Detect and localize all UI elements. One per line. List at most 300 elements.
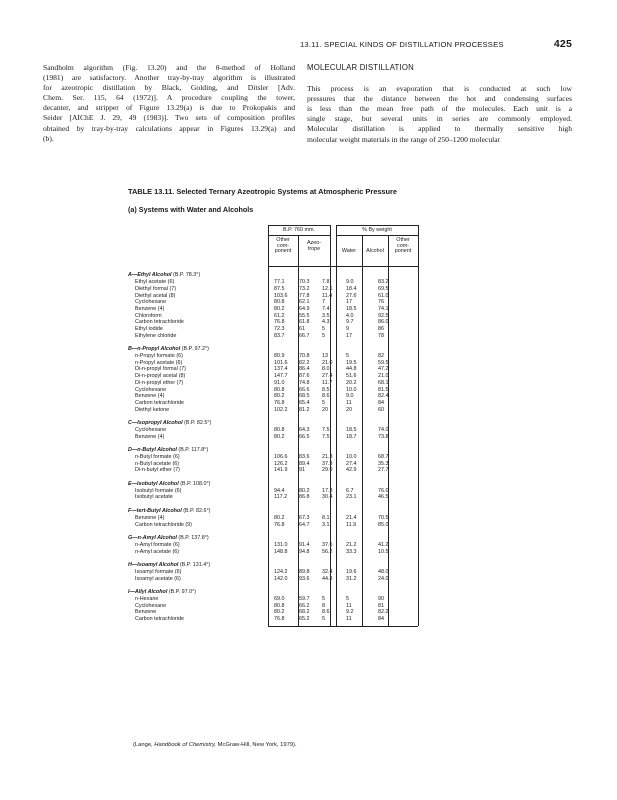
azeotrope-bp-cell: 61.8 [299, 319, 310, 326]
vrule-5 [362, 235, 363, 267]
left-column [43, 63, 295, 144]
alcohol-group [128, 535, 428, 556]
other-wt-cell: 46.5 [378, 494, 389, 501]
azeotrope-bp-cell: 91 [299, 467, 305, 474]
rule-wt-mid [336, 235, 418, 236]
other-bp-cell: 141.9 [274, 467, 288, 474]
other-wt-cell: 70.5 [378, 514, 389, 521]
alcohol-wt-cell: 21.2 [346, 541, 357, 548]
other-bp-cell: 80.8 [274, 602, 285, 609]
text-line: for azeotropic distillation by Black, Golding, and Ditsler [Adv. [43, 83, 295, 93]
water-wt-cell: 8 [322, 602, 325, 609]
alcohol-wt-cell: 11.9 [346, 521, 357, 528]
alcohol-wt-cell: 18.4 [346, 285, 357, 292]
table-row [128, 319, 428, 326]
other-wt-cell: 27.7 [378, 467, 389, 474]
water-wt-cell: 37.6 [322, 541, 333, 548]
component-name: n-Hexane [135, 596, 159, 602]
alcohol-group [128, 420, 428, 441]
col-alcohol: Alcohol [366, 248, 384, 254]
table-row [128, 603, 428, 610]
group-title [128, 420, 428, 427]
water-wt-cell: 30.4 [322, 494, 333, 501]
rule-table-bottom [268, 626, 418, 627]
component-name: Diethyl formal (7) [135, 285, 177, 292]
water-wt-cell: 5 [322, 616, 325, 623]
alcohol-wt-cell: 9.7 [346, 319, 354, 326]
azeotrope-bp-cell: 87.6 [299, 373, 310, 380]
table-row [128, 306, 428, 313]
other-bp-cell: 69.0 [274, 596, 285, 602]
other-wt-cell: 90 [378, 596, 384, 602]
col-otherwt-l3: ponent [394, 248, 412, 255]
azeotrope-bp-cell: 67.3 [299, 514, 310, 521]
component-name: n-Butyl formate (6) [135, 454, 180, 460]
alcohol-wt-cell: 21.4 [346, 514, 357, 521]
rule-bp-top [268, 225, 330, 226]
table-row [128, 353, 428, 360]
text-line: Chem. Ser. 115, 64 (1972)]. A procedure coupling the tower, [43, 93, 295, 103]
water-wt-cell: 56.2 [322, 548, 333, 555]
group-boiling-point: (B.P. 137.8°) [178, 534, 209, 541]
alcohol-wt-cell: 10.0 [346, 454, 357, 460]
alcohol-wt-cell: 19.6 [346, 568, 357, 575]
water-wt-cell: 11.4 [322, 292, 333, 299]
table-row [128, 616, 428, 623]
table-row [128, 393, 428, 400]
source-suffix: McGraw-Hill, New York, 1979). [216, 742, 297, 748]
other-wt-cell: 84 [378, 399, 384, 406]
azeotrope-bp-cell: 73.2 [299, 285, 310, 292]
body-vrule [336, 267, 337, 626]
other-bp-cell: 80.9 [274, 353, 285, 360]
azeotrope-bp-cell: 89.8 [299, 568, 310, 575]
other-wt-cell: 68.1 [378, 379, 389, 386]
table-row [128, 488, 428, 495]
azeotrope-bp-cell: 64.3 [299, 426, 310, 433]
group-title [128, 535, 428, 542]
other-bp-cell: 131.0 [274, 541, 288, 548]
alcohol-wt-cell: 42.9 [346, 467, 357, 474]
table-row [128, 427, 428, 434]
alcohol-group [128, 589, 428, 623]
component-name: Cyclohexane [135, 426, 167, 433]
group-boiling-point: (B.P. 82.6°) [183, 507, 211, 514]
other-wt-cell: 69.5 [378, 285, 389, 292]
col-other-component [268, 238, 298, 255]
left-paragraph [43, 63, 295, 144]
table-row [128, 596, 428, 603]
vrule-2 [298, 235, 299, 267]
table-row [128, 360, 428, 367]
group-title [128, 272, 428, 279]
azeotrope-bp-cell: 66.5 [299, 433, 310, 440]
other-wt-cell: 81.5 [378, 386, 389, 393]
alcohol-wt-cell: 11 [346, 616, 352, 623]
right-paragraph [307, 84, 572, 145]
component-name: n-Propyl formate (6) [135, 353, 183, 360]
other-bp-cell: 94.4 [274, 487, 285, 494]
col-other-l2: com- [277, 242, 289, 249]
azeotrope-bp-cell: 83.6 [299, 454, 310, 460]
table-row [128, 549, 428, 556]
text-line: Sandholm algorithm (Fig. 13.20) and the θ-method of Holland [43, 63, 295, 72]
other-wt-cell: 84 [378, 616, 384, 623]
other-bp-cell: 87.5 [274, 285, 285, 292]
group-alcohol-name: D—n-Butyl Alcohol [128, 446, 177, 453]
alcohol-wt-cell: 18.7 [346, 433, 357, 440]
vrule-1 [268, 225, 269, 267]
water-wt-cell: 8.0 [322, 366, 330, 373]
body-vrule [330, 267, 331, 626]
component-name: Carbon tetrachloride [135, 616, 184, 623]
other-bp-cell: 106.6 [274, 454, 288, 460]
water-wt-cell: 32.4 [322, 568, 333, 575]
alcohol-wt-cell: 11 [346, 399, 352, 406]
rule-header-bottom [268, 266, 418, 267]
group-alcohol-name: B—n-Propyl Alcohol [128, 345, 181, 352]
other-wt-cell: 61.0 [378, 292, 389, 299]
other-wt-cell: 81 [378, 602, 384, 609]
other-wt-cell: 83.2 [378, 279, 389, 286]
text-line: pressures that the distance between the hot and condensing surfaces [307, 94, 572, 104]
group-boiling-point: (B.P. 97.0°) [168, 588, 197, 595]
water-wt-cell: 12.1 [322, 285, 333, 292]
table-row [128, 333, 428, 340]
azeotrope-bp-cell: 66.2 [299, 602, 310, 609]
other-wt-cell: 82 [378, 353, 384, 360]
water-wt-cell: 7.5 [322, 433, 330, 440]
alcohol-wt-cell: 11 [346, 602, 352, 609]
other-bp-cell: 91.0 [274, 379, 285, 386]
other-bp-cell: 83.7 [274, 332, 285, 339]
alcohol-wt-cell: 9.0 [346, 393, 354, 400]
other-bp-cell: 80.8 [274, 299, 285, 306]
other-wt-cell: 78 [378, 332, 384, 339]
group-title [128, 481, 428, 488]
body-vrule [298, 267, 299, 626]
azeotrope-bp-cell: 68.2 [299, 609, 310, 616]
other-bp-cell: 124.2 [274, 568, 288, 575]
table-row [128, 454, 428, 461]
other-wt-cell: 24.0 [378, 575, 389, 582]
other-bp-cell: 103.6 [274, 292, 288, 299]
component-name: Cyclohexane [135, 602, 167, 609]
alcohol-wt-cell: 20.2 [346, 379, 357, 386]
col-other-l3: ponent [274, 248, 292, 255]
component-name: Ethylene chloride [135, 332, 177, 339]
table-source [133, 742, 297, 748]
page-number: 425 [553, 38, 572, 50]
azeotrope-bp-cell: 65.2 [299, 616, 310, 623]
water-wt-cell: 13 [322, 353, 328, 360]
table-row [128, 366, 428, 373]
table-row [128, 522, 428, 529]
group-boiling-point: (B.P. 97.2°) [181, 345, 209, 352]
running-head [300, 40, 572, 49]
other-bp-cell: 76.8 [274, 616, 285, 623]
col-other-l1: Other [276, 237, 290, 243]
vrule-7 [418, 225, 419, 267]
alcohol-group [128, 508, 428, 529]
other-wt-cell: 86.0 [378, 319, 389, 326]
running-head-title: 13.11. SPECIAL KINDS OF DISTILLATION PROCESSES [300, 40, 504, 49]
azeotrope-bp-cell: 80.2 [299, 487, 310, 494]
other-wt-cell: 76 [378, 299, 384, 306]
other-wt-cell: 74.0 [378, 426, 389, 433]
other-bp-cell: 76.8 [274, 319, 285, 326]
component-name: Ethyl iodide [135, 326, 163, 332]
text-line: single stage, but several units in series are commonly employed. [307, 114, 572, 124]
water-wt-cell: 5 [322, 399, 325, 406]
table-row [128, 461, 428, 468]
component-name: Di-n-propyl ether (7) [135, 379, 184, 386]
alcohol-group [128, 562, 428, 583]
water-wt-cell: 3.5 [322, 312, 330, 319]
table-row [128, 326, 428, 333]
water-wt-cell: 4.3 [322, 319, 330, 326]
other-wt-cell: 82.4 [378, 393, 389, 400]
col-other-component-wt [388, 238, 418, 255]
text-line: obtained by tray-by-tray calculations appear in Figures 13.29(a) and [43, 123, 295, 133]
alcohol-wt-cell: 9 [346, 326, 349, 332]
group-alcohol-name: E—Isobutyl Alcohol [128, 480, 179, 487]
other-wt-cell: 41.2 [378, 541, 389, 548]
water-wt-cell: 8.6 [322, 609, 330, 616]
alcohol-wt-cell: 17 [346, 299, 352, 306]
water-wt-cell: 5 [322, 596, 325, 602]
alcohol-wt-cell: 51.6 [346, 373, 357, 380]
azeotrope-bp-cell: 55.5 [299, 312, 310, 319]
component-name: n-Butyl acetate (6) [135, 460, 180, 467]
table-row [128, 373, 428, 380]
table-subcaption: (a) Systems with Water and Alcohols [128, 205, 254, 214]
component-name: Isobutyl formate (6) [135, 487, 182, 494]
component-name: Di-n-propyl acetal (8) [135, 373, 186, 380]
table-row [128, 569, 428, 576]
water-wt-cell: 8.6 [322, 393, 330, 400]
alcohol-group [128, 447, 428, 474]
alcohol-wt-cell: 33.3 [346, 548, 357, 555]
text-line: This process is an evaporation that is conducted at such low [307, 84, 572, 94]
other-bp-cell: 80.2 [274, 433, 285, 440]
other-wt-cell: 82.2 [378, 609, 389, 616]
water-wt-cell: 5 [322, 326, 325, 332]
azeotrope-bp-cell: 89.4 [299, 460, 310, 467]
other-bp-cell: 142.0 [274, 575, 288, 582]
azeotrope-bp-cell: 61 [299, 326, 305, 332]
rule-wt-top [336, 225, 418, 226]
water-wt-cell: 37.3 [322, 460, 333, 467]
component-name: Chloroform [135, 312, 162, 319]
other-bp-cell: 80.2 [274, 393, 285, 400]
azeotrope-table [128, 225, 428, 623]
vrule-6 [388, 235, 389, 267]
group-alcohol-name: A—Ethyl Alcohol [128, 272, 172, 278]
azeotrope-bp-cell: 66.7 [299, 332, 310, 339]
azeotrope-bp-cell: 74.8 [299, 379, 310, 386]
other-wt-cell: 85.0 [378, 521, 389, 528]
other-wt-cell: 35.3 [378, 460, 389, 467]
table-row [128, 576, 428, 583]
section-heading: MOLECULAR DISTILLATION [307, 63, 414, 72]
azeotrope-bp-cell: 70.3 [299, 279, 310, 286]
col-azeo-l2: trope [307, 245, 321, 252]
water-wt-cell: 17.3 [322, 487, 333, 494]
azeotrope-bp-cell: 64.7 [299, 521, 310, 528]
group-boiling-point: (B.P. 131.4°) [179, 561, 211, 568]
table-row [128, 407, 428, 414]
azeotrope-bp-cell: 64.9 [299, 305, 310, 312]
other-bp-cell: 76.8 [274, 399, 285, 406]
water-wt-cell: 7 [322, 299, 325, 306]
alcohol-wt-cell: 20 [346, 406, 352, 413]
component-name: Benzene [135, 609, 157, 616]
component-name: Benzene (4) [135, 305, 165, 312]
water-wt-cell: 5 [322, 332, 325, 339]
alcohol-group [128, 481, 428, 502]
other-bp-cell: 61.2 [274, 312, 285, 319]
azeotrope-bp-cell: 86.4 [299, 366, 310, 373]
group-boiling-point: (B.P. 78.3°) [173, 272, 201, 278]
component-name: Carbon tetrachloride [135, 399, 184, 406]
alcohol-wt-cell: 18.5 [346, 426, 357, 433]
water-wt-cell: 29.9 [322, 467, 333, 474]
table-row [128, 400, 428, 407]
alcohol-wt-cell: 6.7 [346, 487, 354, 494]
component-name: Isoamyl formate (6) [135, 568, 182, 575]
col-azeotrope [298, 241, 330, 252]
alcohol-wt-cell: 9.2 [346, 609, 354, 616]
group-alcohol-name: G—n-Amyl Alcohol [128, 534, 177, 541]
component-name: Di-n-butyl ether (7) [135, 467, 180, 474]
table-row [128, 293, 428, 300]
table-caption: TABLE 13.11. Selected Ternary Azeotropic Systems at Atmospheric Pressure [128, 187, 398, 196]
component-name: Ethyl acetate (6) [135, 279, 175, 286]
other-bp-cell: 102.2 [274, 406, 288, 413]
azeotrope-bp-cell: 86.8 [299, 494, 310, 501]
azeotrope-bp-cell: 91.4 [299, 541, 310, 548]
component-name: Benzene (4) [135, 514, 165, 521]
group-title [128, 562, 428, 569]
group-boiling-point: (B.P. 117.8°) [178, 446, 209, 453]
component-name: Di-n-propyl formal (7) [135, 366, 186, 373]
component-name: Cyclohexane [135, 386, 167, 393]
other-bp-cell: 101.6 [274, 359, 288, 366]
table-row [128, 279, 428, 286]
component-name: Benzene (4) [135, 393, 165, 400]
text-line: Seider [AIChE J. 29, 49 (1983)]. Two sets of composition profiles [43, 113, 295, 123]
azeotrope-bp-cell: 70.8 [299, 353, 310, 360]
component-name: n-Amyl acetate (6) [135, 548, 180, 555]
text-line: molecular weight materials in the range of 250–1200 molecular [307, 134, 501, 144]
other-bp-cell: 77.1 [274, 279, 285, 286]
component-name: Benzene (4) [135, 433, 165, 440]
other-wt-cell: 73.8 [378, 433, 389, 440]
group-alcohol-name: H—Isoamyl Alcohol [128, 561, 179, 568]
other-bp-cell: 117.2 [274, 494, 288, 501]
alcohol-wt-cell: 27.4 [346, 460, 357, 467]
other-bp-cell: 137.4 [274, 366, 288, 373]
alcohol-wt-cell: 31.2 [346, 575, 357, 582]
body-vrule [268, 267, 269, 626]
col-otherwt-l1: Other [396, 237, 410, 243]
component-name: Diethyl ketone [135, 406, 170, 413]
table-row [128, 299, 428, 306]
col-azeo-l1: Azeo- [306, 240, 322, 246]
alcohol-wt-cell: 27.6 [346, 292, 357, 299]
water-wt-cell: 7.8 [322, 279, 330, 286]
component-name: Isobutyl acetate [135, 494, 173, 501]
source-prefix: (Lange, [133, 742, 155, 748]
azeotrope-bp-cell: 59.7 [299, 596, 310, 602]
other-wt-cell: 21.0 [378, 373, 389, 380]
component-name: n-Propyl acetate (6) [135, 359, 183, 366]
water-wt-cell: 20 [322, 406, 328, 413]
group-alcohol-name: C—Isopropyl Alcohol [128, 419, 183, 426]
azeotrope-bp-cell: 68.5 [299, 393, 310, 400]
azeotrope-bp-cell: 77.8 [299, 292, 310, 299]
other-wt-cell: 47.2 [378, 366, 389, 373]
alcohol-group [128, 346, 428, 413]
other-bp-cell: 80.2 [274, 305, 285, 312]
other-wt-cell: 60 [378, 406, 384, 413]
source-title: Handbook of Chemistry, [154, 742, 217, 748]
other-wt-cell: 68.7 [378, 454, 389, 460]
azeotrope-bp-cell: 81.2 [299, 406, 310, 413]
other-wt-cell: 59.5 [378, 359, 389, 366]
other-bp-cell: 76.8 [274, 521, 285, 528]
text-line: decanter, and stripper of Figure 13.29(a) is due to Prokopakis and [43, 103, 295, 113]
alcohol-wt-cell: 17 [346, 332, 352, 339]
alcohol-wt-cell: 18.5 [346, 305, 357, 312]
group-boiling-point: (B.P. 108.0°) [180, 480, 211, 487]
table-row [128, 467, 428, 474]
body-vrule [388, 267, 389, 626]
water-wt-cell: 27.4 [322, 373, 333, 380]
table-header [128, 225, 428, 267]
group-boiling-point: (B.P. 82.5°) [184, 419, 212, 426]
component-name: n-Amyl formate (6) [135, 541, 180, 548]
group-title [128, 346, 428, 353]
table-row [128, 542, 428, 549]
water-wt-cell: 21.0 [322, 359, 333, 366]
component-name: Isoamyl acetate (6) [135, 575, 181, 582]
alcohol-wt-cell: 10.0 [346, 386, 357, 393]
water-wt-cell: 11.7 [322, 379, 333, 386]
water-wt-cell: 21.3 [322, 454, 333, 460]
component-name: Cyclohexane [135, 299, 167, 306]
other-wt-cell: 74.1 [378, 305, 389, 312]
group-title [128, 447, 428, 454]
other-wt-cell: 76.0 [378, 487, 389, 494]
other-bp-cell: 148.8 [274, 548, 288, 555]
water-wt-cell: 3.1 [322, 521, 330, 528]
component-name: Carbon tetrachloride [135, 319, 184, 326]
other-wt-cell: 48.0 [378, 568, 389, 575]
azeotrope-bp-cell: 93.6 [299, 575, 310, 582]
group-title [128, 508, 428, 515]
other-bp-cell: 80.8 [274, 386, 285, 393]
azeotrope-bp-cell: 94.8 [299, 548, 310, 555]
group-title [128, 589, 428, 596]
body-vrule [418, 267, 419, 626]
table-body [128, 272, 428, 623]
other-bp-cell: 147.7 [274, 373, 288, 380]
table-row [128, 609, 428, 616]
alcohol-wt-cell: 9.0 [346, 279, 354, 286]
body-vrule [362, 267, 363, 626]
